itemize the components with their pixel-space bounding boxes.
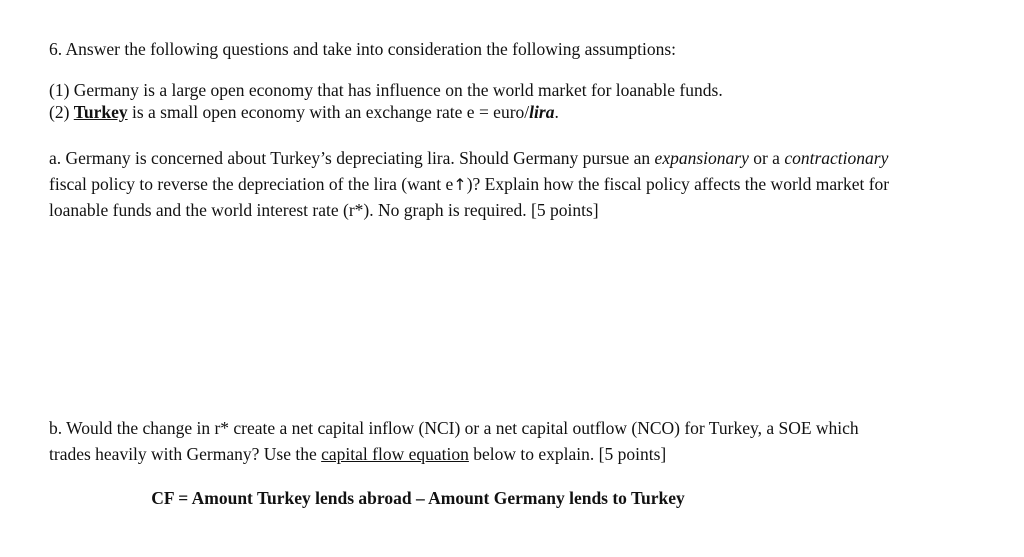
part-a-line-2-post: )? Explain how the fiscal policy affects the world market for xyxy=(466,174,890,194)
part-a-line-2 xyxy=(49,173,889,196)
part-b-line-1 xyxy=(49,417,859,439)
assumption-2-suffix: . xyxy=(554,102,559,122)
up-arrow-icon: ↑ xyxy=(453,175,467,194)
assumption-2-country: Turkey xyxy=(73,102,128,122)
part-a-line-1-mid: or a xyxy=(748,148,785,168)
part-b-line-1-text: b. Would the change in r* create a net capital inflow (NCI) or a net capital outflow (NCO) for Turkey, a SOE which xyxy=(49,418,859,438)
part-a-line-1-pre: a. Germany is concerned about Turkey’s depreciating lira. Should Germany pursue an xyxy=(49,148,655,168)
assumption-2-currency: lira xyxy=(529,102,555,122)
option-expansionary: expansionary xyxy=(654,148,749,168)
capital-flow-equation-text: CF = Amount Turkey lends abroad – Amount Germany lends to Turkey xyxy=(151,488,685,508)
part-a-line-2-pre: fiscal policy to reverse the depreciation of the lira (want e xyxy=(49,174,454,194)
option-contractionary: contractionary xyxy=(784,148,889,168)
part-a-line-1 xyxy=(49,147,888,169)
assumption-2 xyxy=(49,101,559,123)
question-header xyxy=(49,38,676,60)
part-b-line-2 xyxy=(49,443,666,465)
assumption-1 xyxy=(49,79,723,101)
question-header-text: 6. Answer the following questions and take into consideration the following assumptions: xyxy=(49,39,677,59)
part-b-line-2-pre: trades heavily with Germany? Use the xyxy=(49,444,322,464)
capital-flow-equation-link: capital flow equation xyxy=(321,444,469,464)
capital-flow-equation xyxy=(0,487,930,509)
assumption-1-text: (1) Germany is a large open economy that has influence on the world market for loanable funds. xyxy=(49,80,723,100)
assumption-2-prefix: (2) xyxy=(49,102,74,122)
part-a-line-3-text: loanable funds and the world interest rate (r*). No graph is required. [5 points] xyxy=(49,200,599,220)
assumption-2-middle: is a small open economy with an exchange rate e = euro/ xyxy=(127,102,530,122)
part-b-line-2-post: below to explain. [5 points] xyxy=(468,444,667,464)
part-a-line-3 xyxy=(49,199,599,221)
